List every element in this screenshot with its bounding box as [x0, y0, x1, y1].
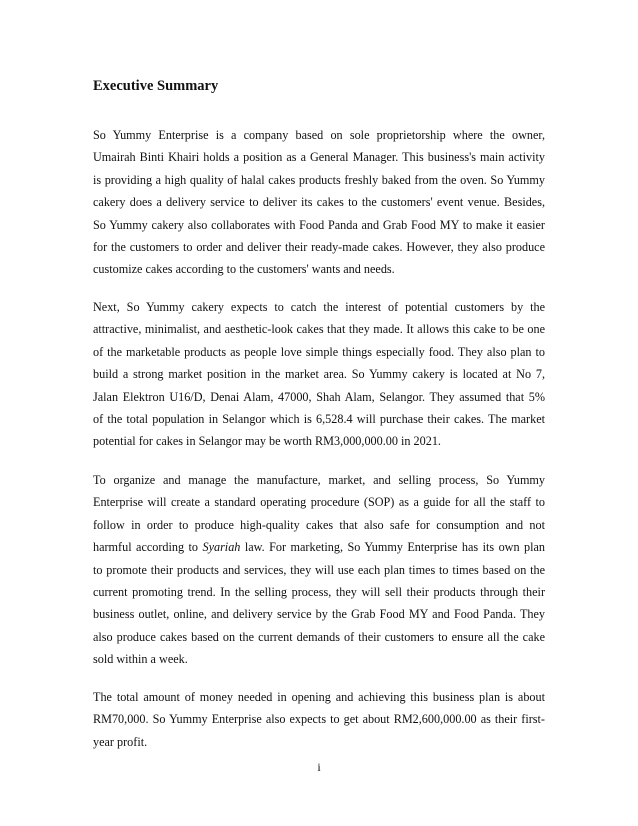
paragraph-line: business outlet, online, and delivery service by the Grab Food MY and Food Panda. They	[93, 607, 545, 622]
line-text: law. For marketing, So Yummy Enterprise has its own plan	[240, 540, 545, 555]
paragraph-line: potential for cakes in Selangor may be worth RM3,000,000.00 in 2021.	[93, 434, 441, 449]
paragraph-overview	[93, 124, 545, 281]
section-heading: Executive Summary	[93, 78, 219, 94]
paragraph-line: attractive, minimalist, and aesthetic-look cakes that they made. It allows this cake to be one	[93, 322, 545, 337]
paragraph-operations	[93, 469, 545, 671]
paragraph-line: RM70,000. So Yummy Enterprise also expects to get about RM2,600,000.00 as their first-	[93, 712, 545, 727]
paragraph-line: customize cakes according to the customers' wants and needs.	[93, 262, 395, 277]
paragraph-line: for the customers to order and deliver their ready-made cakes. However, they also produce	[93, 240, 545, 255]
paragraph-line: year profit.	[93, 734, 148, 749]
paragraph-line: current promoting trend. In the selling process, they will sell their products through their	[93, 585, 545, 600]
paragraph-line: is providing a high quality of halal cakes products freshly baked from the oven. So Yummy	[93, 172, 545, 187]
paragraph-line: So Yummy Enterprise is a company based on sole proprietorship where the owner,	[93, 128, 545, 142]
paragraph-line: To organize and manage the manufacture, market, and selling process, So Yummy	[93, 473, 545, 487]
paragraph-line: to promote their products and services, they will use each plan times to times based on the	[93, 562, 545, 577]
paragraph-line: build a strong market position in the market area. So Yummy cakery is located at No 7,	[93, 367, 545, 382]
line-text: harmful according to	[93, 540, 203, 555]
paragraph-line: Next, So Yummy cakery expects to catch the interest of potential customers by the	[93, 300, 545, 314]
paragraph-market	[93, 296, 545, 453]
paragraph-line: of the marketable products as people love simple things especially food. They also plan to	[93, 344, 545, 359]
paragraph-line-with-italic	[93, 536, 545, 558]
paragraph-line: follow in order to produce high-quality cakes that also safe for consumption and not	[93, 517, 545, 532]
paragraph-financials	[93, 686, 545, 753]
italic-term: Syariah	[202, 540, 241, 555]
paragraph-line: So Yummy cakery also collaborates with Food Panda and Grab Food MY to make it easier	[93, 217, 545, 232]
paragraph-line: Jalan Elektron U16/D, Denai Alam, 47000, Shah Alam, Selangor. They assumed that 5%	[93, 389, 545, 404]
paragraph-line: sold within a week.	[93, 652, 188, 667]
paragraph-line: cakery does a delivery service to deliver its cakes to the customers' event venue. Besides,	[93, 195, 545, 210]
page-number: i	[317, 760, 321, 774]
paragraph-line: also produce cakes based on the current demands of their customers to ensure all the cake	[93, 629, 545, 644]
paragraph-line: of the total population in Selangor which is 6,528.4 will purchase their cakes. The market	[93, 412, 545, 427]
paragraph-line: The total amount of money needed in opening and achieving this business plan is about	[93, 690, 545, 704]
paragraph-line: Enterprise will create a standard operating procedure (SOP) as a guide for all the staff to	[93, 495, 545, 510]
paragraph-line: Umairah Binti Khairi holds a position as a General Manager. This business's main activity	[93, 150, 545, 165]
